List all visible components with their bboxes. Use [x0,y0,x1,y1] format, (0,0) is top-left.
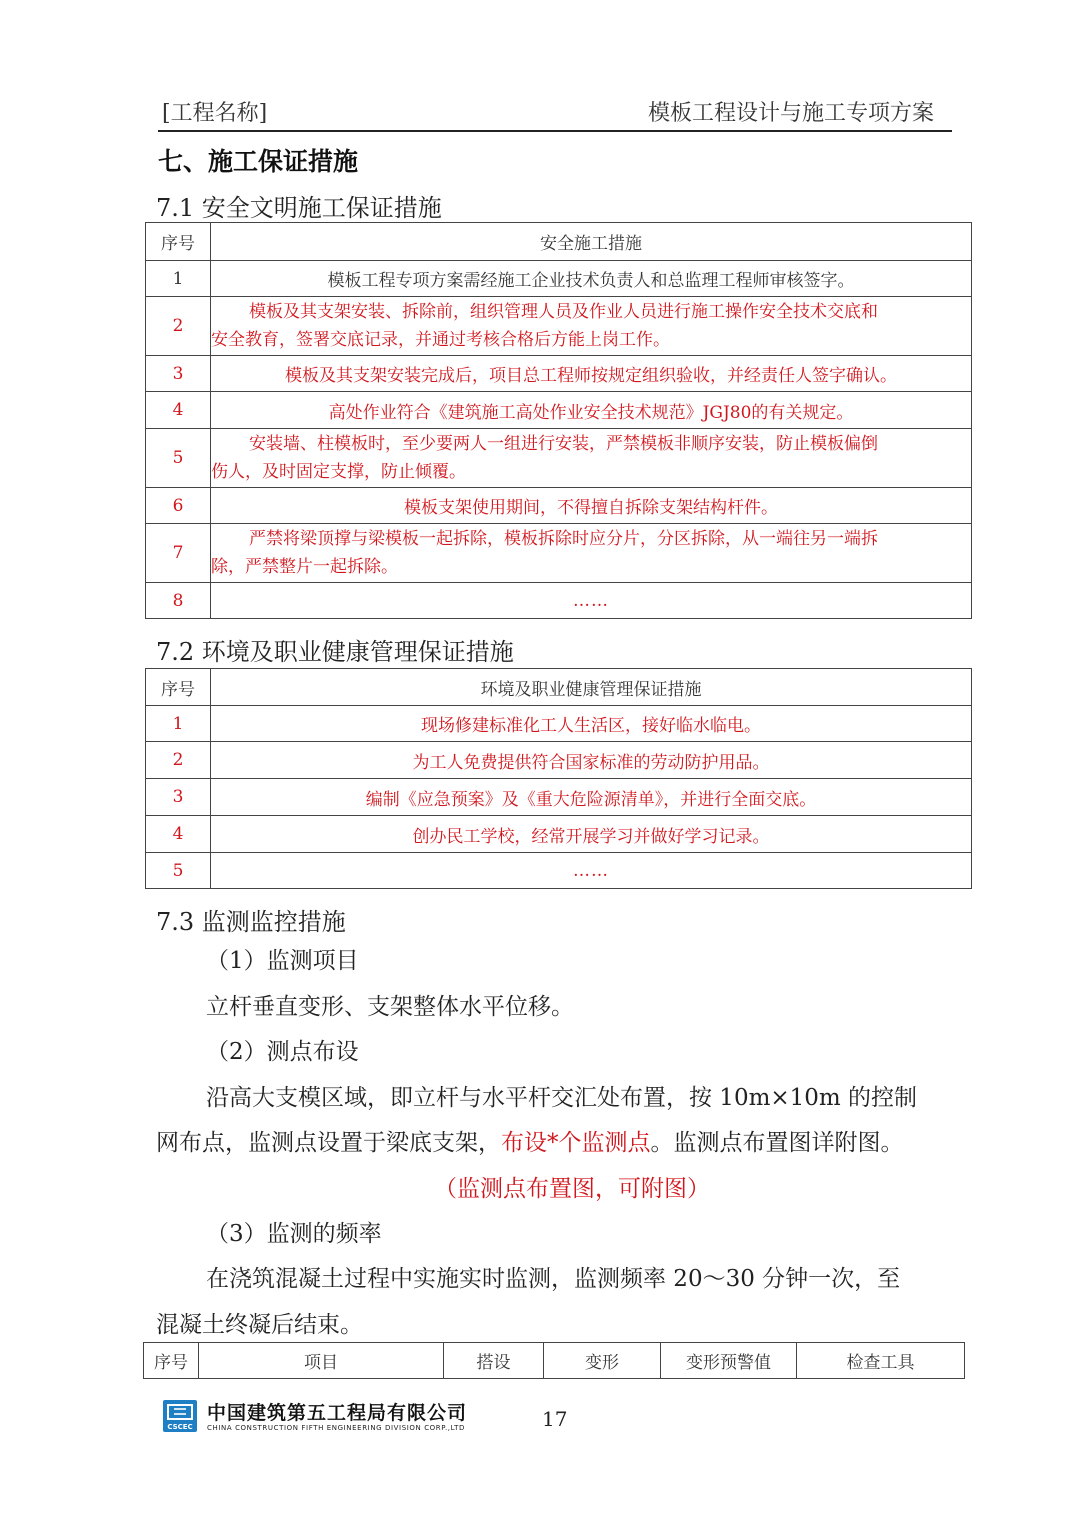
row-text [211,297,972,356]
table-row [146,392,972,429]
company-logo [163,1400,197,1432]
logo-text: CSCEC [167,1423,193,1431]
row-text: 编制《应急预案》及《重大危险源清单》，并进行全面交底。 [211,779,972,816]
row-text-line2: 伤人，及时固定支撑，防止倾覆。 [211,462,466,482]
table-row [146,297,972,356]
s73-item2-line1: 沿高大支模区域，即立杆与水平杆交汇处布置，按 10m×10m 的控制 [206,1085,918,1111]
row-text [211,524,972,583]
safety-measures-table [145,222,972,619]
col-header-setup: 搭设 [444,1343,544,1379]
s73-item2-note: （监测点布置图，可附图） [434,1176,710,1202]
row-no: 1 [146,261,211,297]
row-no: 7 [146,524,211,583]
row-text: 为工人免费提供符合国家标准的劳动防护用品。 [211,742,972,779]
s73-item1-heading: （1）监测项目 [206,948,359,974]
row-text: 模板支架使用期间，不得擅自拆除支架结构杆件。 [211,488,972,524]
health-measures-table [145,668,972,889]
col-header-deformation: 变形 [544,1343,661,1379]
header-rule [158,130,952,132]
col-header-measures: 环境及职业健康管理保证措施 [211,669,972,706]
s73-item3-heading: （3）监测的频率 [206,1221,382,1247]
row-text: 现场修建标准化工人生活区，接好临水临电。 [211,706,972,742]
row-text: 模板及其支架安装完成后，项目总工程师按规定组织验收，并经责任人签字确认。 [211,356,972,392]
table-row [146,583,972,619]
col-header-no: 序号 [146,223,211,261]
row-no: 1 [146,706,211,742]
table-row [146,853,972,889]
row-no: 5 [146,429,211,488]
row-text-line1: 严禁将梁顶撑与梁模板一起拆除，模板拆除时应分片，分区拆除，从一端往另一端拆 [249,529,878,549]
row-text-line2: 安全教育，签署交底记录，并通过考核合格后方能上岗工作。 [211,330,670,350]
row-text [211,429,972,488]
table-header-row [146,223,972,261]
table-row [146,488,972,524]
row-text: 创办民工学校，经常开展学习并做好学习记录。 [211,816,972,853]
s73-item3-line1: 在浇筑混凝土过程中实施实时监测，监测频率 20～30 分钟一次，至 [206,1266,901,1292]
row-no: 2 [146,742,211,779]
row-text: …… [211,853,972,889]
row-no: 2 [146,297,211,356]
page-number: 17 [542,1407,568,1431]
s73-item2-highlight: 布设*个监测点 [501,1130,651,1156]
col-header-measures: 安全施工措施 [211,223,972,261]
row-text: 高处作业符合《建筑施工高处作业安全技术规范》JGJ80的有关规定。 [211,392,972,429]
s73-item2-line2 [156,1120,904,1166]
col-header-no: 序号 [146,669,211,706]
s73-item2-line2-part1: 网布点，监测点设置于梁底支架， [156,1130,501,1156]
row-no: 5 [146,853,211,889]
col-header-item: 项目 [199,1343,444,1379]
table-row [146,429,972,488]
row-no: 8 [146,583,211,619]
table-row [146,779,972,816]
table-row [146,742,972,779]
s73-item3-line2: 混凝土终凝后结束。 [156,1312,363,1338]
header-document-title: 模板工程设计与施工专项方案 [648,101,935,126]
table-header-row [144,1343,965,1379]
s71-title: 7.1 安全文明施工保证措施 [156,194,442,222]
row-no: 4 [146,392,211,429]
row-no: 3 [146,356,211,392]
s73-item2-heading: （2）测点布设 [206,1039,359,1065]
s73-title: 7.3 监测监控措施 [156,908,346,936]
table-row [146,261,972,297]
cscec-logo-icon [163,1400,197,1432]
table-row [146,524,972,583]
table-row [146,356,972,392]
company-name-en: CHINA CONSTRUCTION FIFTH ENGINEERING DIVISION CORP.,LTD [207,1424,466,1432]
row-no: 6 [146,488,211,524]
company-name-cn: 中国建筑第五工程局有限公司 [207,1402,468,1424]
row-text-line1: 模板及其支架安装、拆除前，组织管理人员及作业人员进行施工操作安全技术交底和 [249,302,878,322]
row-text-line2: 除，严禁整片一起拆除。 [211,557,398,577]
row-no: 4 [146,816,211,853]
row-text-line1: 安装墙、柱模板时，至少要两人一组进行安装，严禁模板非顺序安装，防止模板偏倒 [249,434,878,454]
table-row [146,816,972,853]
row-no: 3 [146,779,211,816]
row-text: …… [211,583,972,619]
table-header-row [146,669,972,706]
s73-item1-text: 立杆垂直变形、支架整体水平位移。 [206,994,574,1020]
col-header-check-tool: 检查工具 [797,1343,965,1379]
row-text: 模板工程专项方案需经施工企业技术负责人和总监理工程师审核签字。 [211,261,972,297]
col-header-warning-value: 变形预警值 [661,1343,797,1379]
s73-item2-line2-part3: 。监测点布置图详附图。 [650,1130,904,1156]
section-title: 七、施工保证措施 [158,147,359,176]
header-project-name: [工程名称] [162,101,268,126]
monitoring-table [143,1342,965,1379]
col-header-no: 序号 [144,1343,199,1379]
s72-title: 7.2 环境及职业健康管理保证措施 [156,638,514,666]
table-row [146,706,972,742]
